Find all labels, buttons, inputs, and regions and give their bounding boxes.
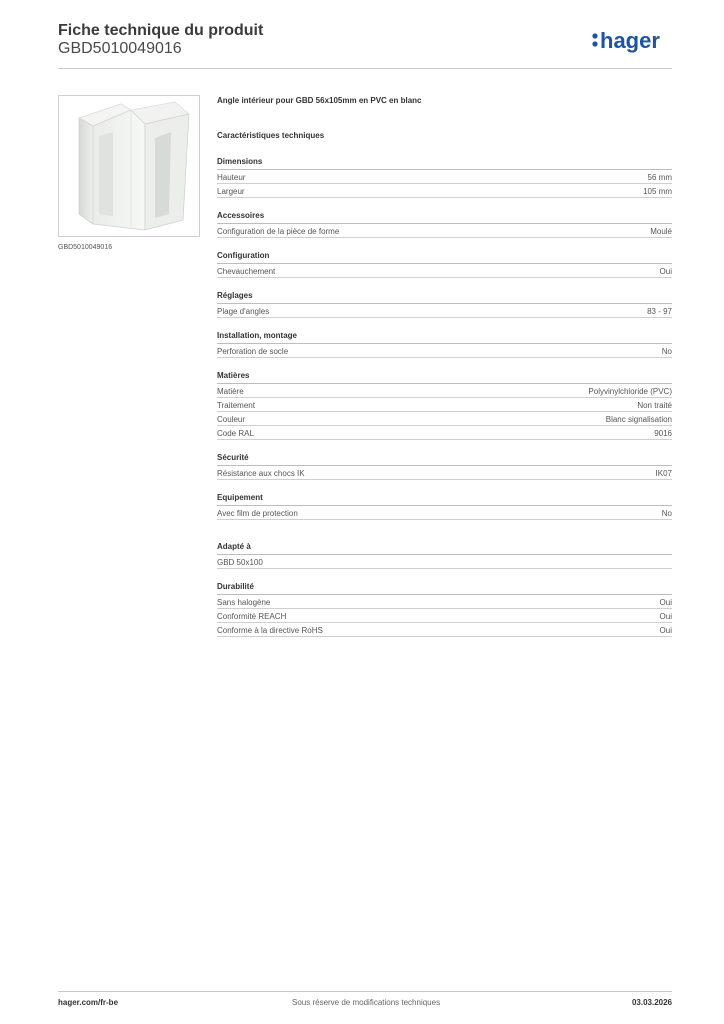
section-heading: Configuration	[217, 250, 672, 264]
spec-value: 9016	[654, 429, 672, 438]
spec-row	[217, 264, 672, 278]
section-heading: Réglages	[217, 290, 672, 304]
section-heading: Durabilité	[217, 581, 672, 595]
spec-row	[217, 623, 672, 637]
spec-label: GBD 50x100	[217, 558, 263, 567]
product-photo	[58, 95, 200, 237]
spec-row	[217, 170, 672, 184]
photo-caption: GBD5010049016	[58, 244, 113, 251]
spec-value: Oui	[659, 267, 672, 276]
spec-label: Matière	[217, 387, 244, 396]
spec-row	[217, 344, 672, 358]
spec-label: Chevauchement	[217, 267, 276, 276]
spec-label: Perforation de socle	[217, 347, 289, 356]
section-adapte	[217, 541, 672, 569]
header-divider	[58, 68, 672, 69]
spec-label: Conformité REACH	[217, 612, 287, 621]
spec-value: 105 mm	[643, 187, 672, 196]
spec-label: Avec film de protection	[217, 509, 298, 518]
spec-value: 83 - 97	[647, 307, 672, 316]
section-configuration	[217, 250, 672, 278]
spec-value: Blanc signalisation	[605, 415, 672, 424]
spec-value: Oui	[659, 626, 672, 635]
corner-duct-illustration	[59, 96, 199, 236]
spec-row	[217, 184, 672, 198]
spec-label: Sans halogène	[217, 598, 271, 607]
section-heading: Accessoires	[217, 210, 672, 224]
spec-row	[217, 555, 672, 569]
section-dimensions	[217, 156, 672, 198]
tech-characteristics-title: Caractéristiques techniques	[217, 131, 325, 140]
logo-text: hager	[600, 28, 660, 53]
footer-website-link[interactable]: hager.com/fr-be	[58, 998, 119, 1007]
spec-label: Hauteur	[217, 173, 246, 182]
section-accessoires	[217, 210, 672, 238]
spec-row	[217, 426, 672, 440]
product-title: Angle intérieur pour GBD 56x105mm en PVC en blanc	[217, 96, 422, 105]
section-heading: Adapté à	[217, 541, 672, 555]
spec-row	[217, 609, 672, 623]
spec-label: Couleur	[217, 415, 246, 424]
section-heading: Matières	[217, 370, 672, 384]
spec-value: Oui	[659, 598, 672, 607]
footer-divider	[58, 991, 672, 992]
spec-content	[217, 95, 672, 637]
spec-value: No	[661, 347, 672, 356]
spec-label: Traitement	[217, 401, 255, 410]
document-title: Fiche technique du produit	[58, 22, 264, 39]
spec-label: Largeur	[217, 187, 245, 196]
spec-row	[217, 466, 672, 480]
section-reglages	[217, 290, 672, 318]
section-heading: Sécurité	[217, 452, 672, 466]
spec-label: Configuration de la pièce de forme	[217, 227, 340, 236]
footer-date: 03.03.2026	[631, 998, 672, 1007]
spec-row	[217, 304, 672, 318]
spec-row	[217, 224, 672, 238]
spec-row	[217, 506, 672, 520]
section-heading: Dimensions	[217, 156, 672, 170]
spec-value: Polyvinylchloride (PVC)	[588, 387, 672, 396]
spec-label: Code RAL	[217, 429, 254, 438]
product-reference: GBD5010049016	[58, 40, 182, 57]
spec-value: Non traité	[637, 401, 672, 410]
spec-label: Plage d'angles	[217, 307, 270, 316]
section-equipement	[217, 492, 672, 520]
spec-row	[217, 398, 672, 412]
spec-value: 56 mm	[647, 173, 672, 182]
spec-value: Moulé	[650, 227, 672, 236]
section-matieres	[217, 370, 672, 440]
section-securite	[217, 452, 672, 480]
spec-value: IK07	[655, 469, 672, 478]
spec-row	[217, 412, 672, 426]
spec-value: No	[661, 509, 672, 518]
spec-row	[217, 384, 672, 398]
spec-label: Conforme à la directive RoHS	[217, 626, 323, 635]
spec-label: Résistance aux chocs IK	[217, 469, 305, 478]
section-durabilite	[217, 581, 672, 637]
spec-value: Oui	[659, 612, 672, 621]
section-installation	[217, 330, 672, 358]
section-heading: Installation, montage	[217, 330, 672, 344]
footer-notice: Sous réserve de modifications techniques	[292, 998, 441, 1007]
hager-logo	[592, 27, 674, 55]
section-heading: Equipement	[217, 492, 672, 506]
spec-row	[217, 595, 672, 609]
